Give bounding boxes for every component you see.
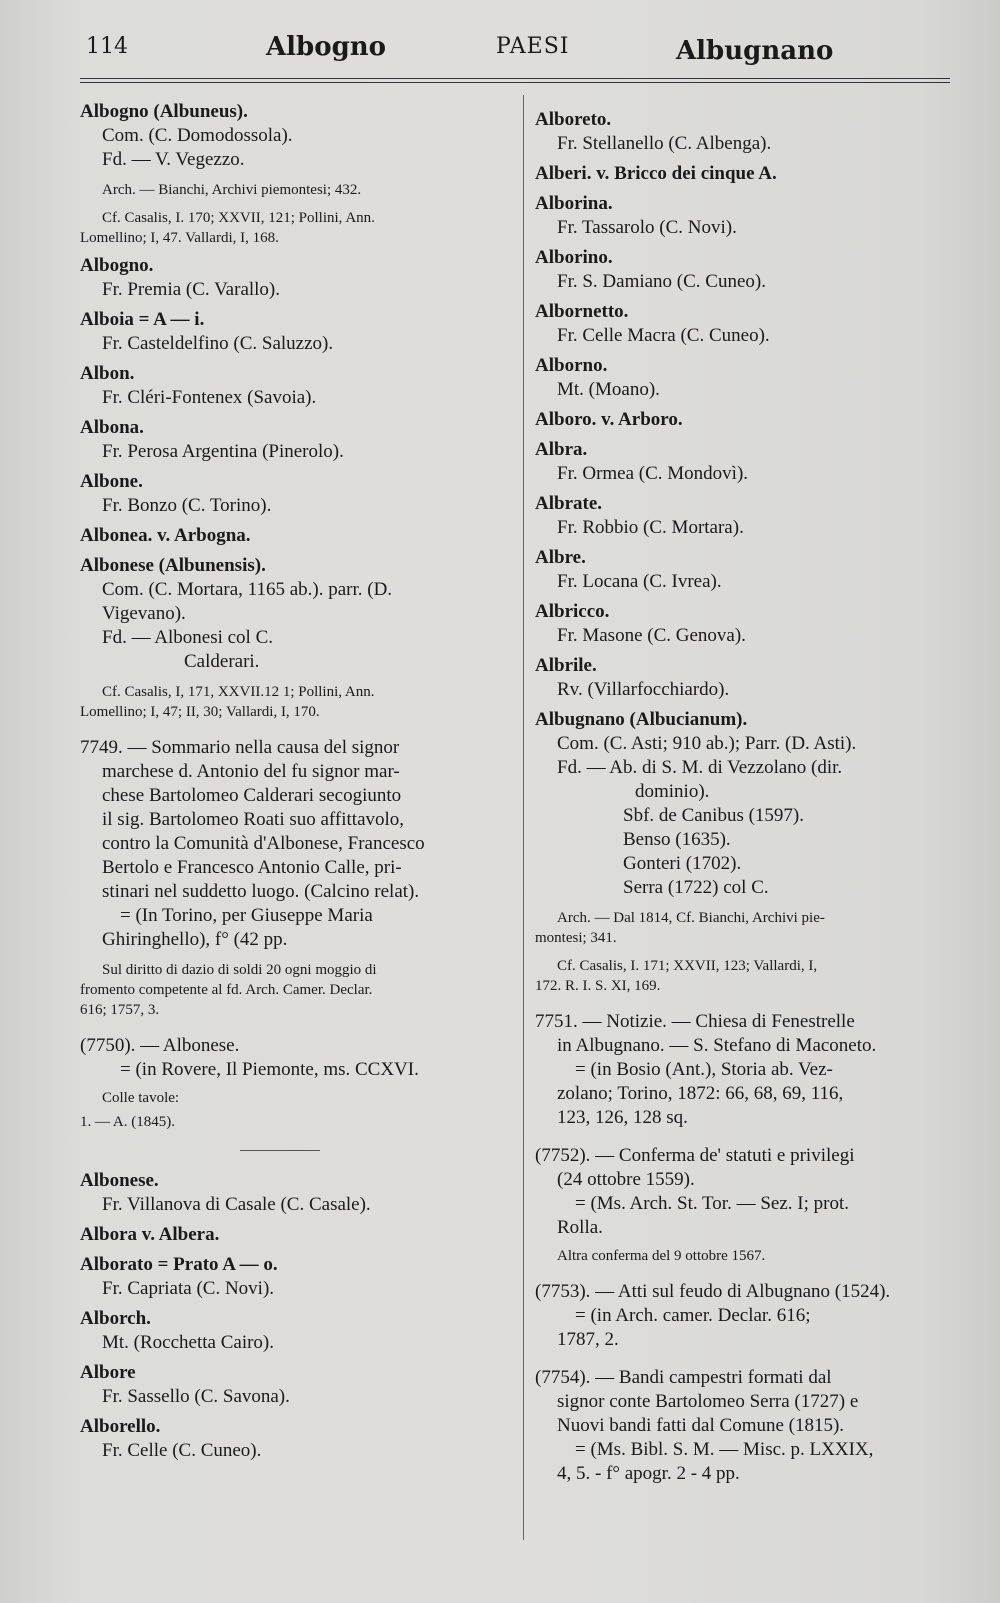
entry-heading: Albricco. <box>535 601 610 622</box>
doc-line: (7753). — Atti sul feudo di Albugnano (1524). <box>535 1281 891 1302</box>
entry-albona <box>80 416 510 464</box>
entry-line: Rv. (Villarfocchiardo). <box>557 679 730 700</box>
entry-heading: Albon. <box>80 363 135 384</box>
entry-line: Fd. — Ab. di S. M. di Vezzolano (dir. <box>557 757 843 778</box>
entry-note: montesi; 341. <box>535 930 617 946</box>
entry-heading: Albore <box>80 1362 136 1383</box>
entry-albone <box>80 470 510 518</box>
doc-line: 1787, 2. <box>557 1329 619 1350</box>
entry-alboia <box>80 308 510 356</box>
entry-alberi <box>535 162 955 186</box>
entry-heading: Albonese (Albunensis). <box>80 555 266 576</box>
doc-line: il sig. Bartolomeo Roati suo affittavolo, <box>102 809 405 830</box>
entry-albora <box>80 1223 510 1247</box>
doc-line: = (in Bosio (Ant.), Storia ab. Vez- <box>575 1059 833 1080</box>
entry-heading: Albugnano (Albucianum). <box>535 709 748 730</box>
doc-line: stinari nel suddetto luogo. (Calcino relat). <box>102 881 420 902</box>
entry-alborino <box>535 246 955 294</box>
doc-line: in Albugnano. — S. Stefano di Maconeto. <box>557 1035 877 1056</box>
entry-heading: Alborno. <box>535 355 608 376</box>
entry-albornetto <box>535 300 955 348</box>
entry-line: Fr. Robbio (C. Mortara). <box>557 517 744 538</box>
entry-line: Com. (C. Mortara, 1165 ab.). parr. (D. <box>102 579 393 600</box>
doc-line: Ghiringhello), f° (42 pp. <box>102 929 288 950</box>
entry-line: Fr. Celle Macra (C. Cuneo). <box>557 325 770 346</box>
doc-line: = (In Torino, per Giuseppe Maria <box>120 905 373 926</box>
entry-albonese-2 <box>80 1169 510 1217</box>
doc-note: fromento competente al fd. Arch. Camer. Declar. <box>80 982 373 998</box>
entry-heading: Alborch. <box>80 1308 151 1329</box>
doc-line: contro la Comunità d'Albonese, Francesco <box>102 833 425 854</box>
section-separator <box>240 1150 320 1151</box>
entry-note: Cf. Casalis, I. 170; XXVII, 121; Pollini, Ann. <box>102 210 375 226</box>
entry-albon <box>80 362 510 410</box>
entry-heading: Alboia = A — i. <box>80 309 205 330</box>
entry-line: Fr. Villanova di Casale (C. Casale). <box>102 1194 371 1215</box>
entry-line: Vigevano). <box>102 603 186 624</box>
entry-line: Com. (C. Domodossola). <box>102 125 293 146</box>
doc-line: = (in Arch. camer. Declar. 616; <box>575 1305 811 1326</box>
doc-note: 616; 1757, 3. <box>80 1002 160 1018</box>
entry-heading: Albre. <box>535 547 586 568</box>
entry-line: Fd. — Albonesi col C. <box>102 627 274 648</box>
doc-line: chese Bartolomeo Calderari secogiunto <box>102 785 402 806</box>
entry-heading: Albornetto. <box>535 301 629 322</box>
entry-note: Lomellino; I, 47; II, 30; Vallardi, I, 170. <box>80 704 320 720</box>
entry-alborch <box>80 1307 510 1355</box>
entry-alboro <box>535 408 955 432</box>
entry-albonese <box>80 554 510 722</box>
entry-albogno-2 <box>80 254 510 302</box>
doc-line: (24 ottobre 1559). <box>557 1169 695 1190</box>
document-7752 <box>535 1144 955 1266</box>
doc-note: Sul diritto di dazio di soldi 20 ogni moggio di <box>102 962 377 978</box>
entry-line: Fr. Premia (C. Varallo). <box>102 279 281 300</box>
entry-heading: Albone. <box>80 471 143 492</box>
entry-line: Calderari. <box>184 651 260 672</box>
entry-line: Fr. Locana (C. Ivrea). <box>557 571 722 592</box>
entry-line: Fr. Stellanello (C. Albenga). <box>557 133 772 154</box>
entry-line: Fr. Ormea (C. Mondovì). <box>557 463 749 484</box>
doc-line: = (in Rovere, Il Piemonte, ms. CCXVI. <box>120 1059 419 1080</box>
entry-line: Fr. Sassello (C. Savona). <box>102 1386 290 1407</box>
entry-heading: Albonese. <box>80 1170 159 1191</box>
running-header <box>86 30 956 70</box>
entry-albore <box>80 1361 510 1409</box>
entry-alborato <box>80 1253 510 1301</box>
document-7753 <box>535 1280 955 1352</box>
header-rule-top <box>80 78 950 79</box>
entry-heading: Albonea. v. Arbogna. <box>80 525 251 546</box>
entry-heading: Alborello. <box>80 1416 161 1437</box>
column-divider <box>523 95 524 1540</box>
entry-heading: Albra. <box>535 439 588 460</box>
entry-albra <box>535 438 955 486</box>
entry-heading: Alborina. <box>535 193 613 214</box>
entry-note: Lomellino; I, 47. Vallardi, I, 168. <box>80 230 279 246</box>
entry-albogno-1 <box>80 100 510 248</box>
header-rule-bottom <box>80 82 950 83</box>
entry-alborello <box>80 1415 510 1463</box>
entry-line: Serra (1722) col C. <box>623 877 769 898</box>
entry-line: Fr. Perosa Argentina (Pinerolo). <box>102 441 344 462</box>
entry-heading: Albona. <box>80 417 144 438</box>
entry-line: Fr. Masone (C. Genova). <box>557 625 746 646</box>
entry-line: Benso (1635). <box>623 829 731 850</box>
entry-albrate <box>535 492 955 540</box>
right-column <box>535 108 955 1492</box>
entry-note: Arch. — Bianchi, Archivi piemontesi; 432. <box>102 182 362 198</box>
entry-alborina <box>535 192 955 240</box>
entry-line: dominio). <box>635 781 710 802</box>
entry-albricco <box>535 600 955 648</box>
entry-alborno <box>535 354 955 402</box>
doc-line: = (Ms. Arch. St. Tor. — Sez. I; prot. <box>575 1193 849 1214</box>
entry-line: Fr. Casteldelfino (C. Saluzzo). <box>102 333 334 354</box>
header-section-title: PAESI <box>496 34 570 59</box>
doc-line: signor conte Bartolomeo Serra (1727) e <box>557 1391 859 1412</box>
entry-line: Fr. Cléri-Fontenex (Savoia). <box>102 387 317 408</box>
doc-line: (7752). — Conferma de' statuti e privilegi <box>535 1145 855 1166</box>
doc-line: Bertolo e Francesco Antonio Calle, pri- <box>102 857 402 878</box>
header-first-entry: Albogno <box>266 32 386 62</box>
entry-line: Fr. Bonzo (C. Torino). <box>102 495 272 516</box>
entry-albugnano <box>535 708 955 996</box>
entry-line: Fr. Celle (C. Cuneo). <box>102 1440 262 1461</box>
page-number: 114 <box>86 34 128 59</box>
doc-line: Rolla. <box>557 1217 603 1238</box>
doc-line: 7749. — Sommario nella causa del signor <box>80 737 400 758</box>
doc-line: (7750). — Albonese. <box>80 1035 240 1056</box>
document-7754 <box>535 1366 955 1486</box>
entry-line: Mt. (Moano). <box>557 379 660 400</box>
doc-note: 1. — A. (1845). <box>80 1114 175 1130</box>
document-7749 <box>80 736 510 1020</box>
entry-alboreto <box>535 108 955 156</box>
entry-heading: Alberi. v. Bricco dei cinque A. <box>535 163 777 184</box>
entry-note: Cf. Casalis, I, 171, XXVII.12 1; Pollini, Ann. <box>102 684 375 700</box>
doc-note: Colle tavole: <box>102 1090 180 1106</box>
doc-line: 4, 5. - f° apogr. 2 - 4 pp. <box>557 1463 740 1484</box>
entry-line: Gonteri (1702). <box>623 853 742 874</box>
entry-heading: Alborato = Prato A — o. <box>80 1254 278 1275</box>
entry-note: Arch. — Dal 1814, Cf. Bianchi, Archivi pie- <box>557 910 825 926</box>
doc-line: (7754). — Bandi campestri formati dal <box>535 1367 832 1388</box>
entry-heading: Albogno (Albuneus). <box>80 101 248 122</box>
entry-heading: Alboreto. <box>535 109 612 130</box>
doc-line: zolano; Torino, 1872: 66, 68, 69, 116, <box>557 1083 844 1104</box>
entry-albre <box>535 546 955 594</box>
entry-heading: Albrile. <box>535 655 597 676</box>
doc-line: Nuovi bandi fatti dal Comune (1815). <box>557 1415 845 1436</box>
entry-heading: Alboro. v. Arboro. <box>535 409 683 430</box>
entry-heading: Albrate. <box>535 493 603 514</box>
entry-heading: Albora v. Albera. <box>80 1224 220 1245</box>
entry-line: Com. (C. Asti; 910 ab.); Parr. (D. Asti). <box>557 733 857 754</box>
left-column <box>80 100 510 1469</box>
entry-line: Fr. S. Damiano (C. Cuneo). <box>557 271 766 292</box>
entry-line: Mt. (Rocchetta Cairo). <box>102 1332 275 1353</box>
document-7751 <box>535 1010 955 1130</box>
entry-note: Cf. Casalis, I. 171; XXVII, 123; Vallardi, I, <box>557 958 818 974</box>
entry-heading: Alborino. <box>535 247 613 268</box>
entry-line: Fr. Capriata (C. Novi). <box>102 1278 275 1299</box>
doc-line: 7751. — Notizie. — Chiesa di Fenestrelle <box>535 1011 855 1032</box>
entry-heading: Albogno. <box>80 255 154 276</box>
entry-line: Fd. — V. Vegezzo. <box>102 149 245 170</box>
doc-line: 123, 126, 128 sq. <box>557 1107 688 1128</box>
header-last-entry: Albugnano <box>676 36 834 66</box>
entry-line: Sbf. de Canibus (1597). <box>623 805 805 826</box>
doc-line: marchese d. Antonio del fu signor mar- <box>102 761 400 782</box>
doc-line: = (Ms. Bibl. S. M. — Misc. p. LXXIX, <box>575 1439 874 1460</box>
entry-note: 172. R. I. S. XI, 169. <box>535 978 661 994</box>
doc-note: Altra conferma del 9 ottobre 1567. <box>557 1248 766 1264</box>
document-7750 <box>80 1034 510 1132</box>
entry-albonea <box>80 524 510 548</box>
entry-line: Fr. Tassarolo (C. Novi). <box>557 217 737 238</box>
entry-albrile <box>535 654 955 702</box>
